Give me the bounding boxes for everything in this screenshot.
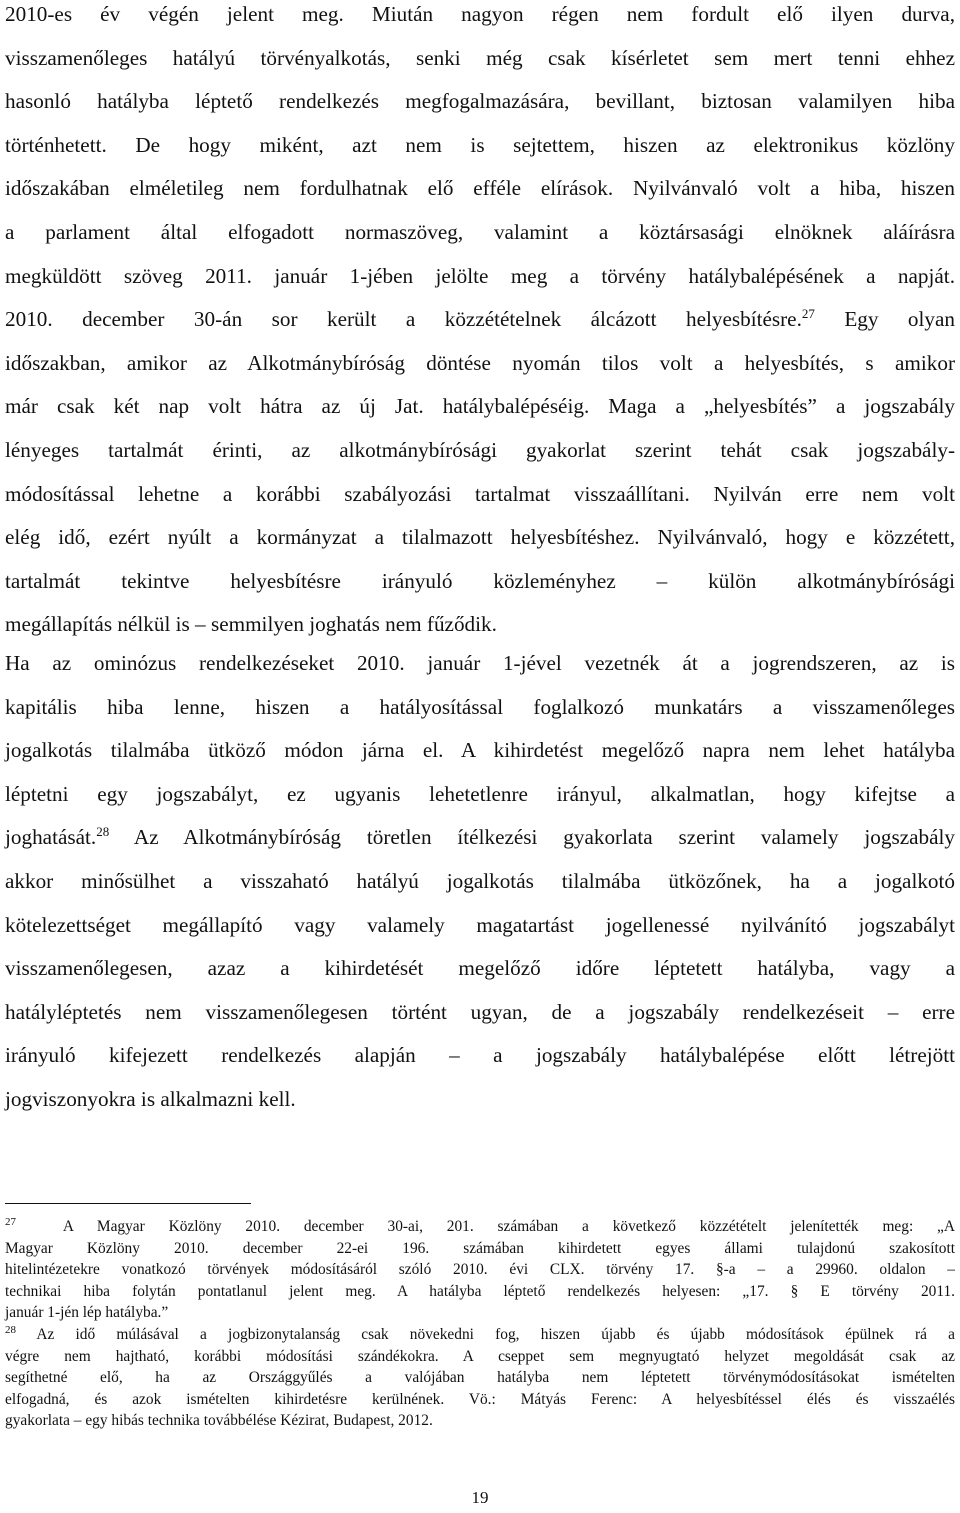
- paragraph-1: [5, 0, 955, 647]
- footnote-28-line: gyakorlata – egy hibás technika továbbélése Kézirat, Budapest, 2012.: [5, 1412, 433, 1430]
- text-line: hatályléptetés nem visszamenőlegesen történt ugyan, de a jogszabály rendelkezéseit – erre: [5, 999, 955, 1024]
- footnote-27-line: január 1-jén lép hatályba.”: [5, 1304, 169, 1322]
- footnote-ref-28[interactable]: 28: [96, 824, 110, 840]
- footnote-27-line: hitelintézetekre vonatkozó törvények módosításáról szóló 2010. évi CLX. törvény 17. §-a – a 29960. oldalon –: [5, 1261, 955, 1279]
- text-line: időszakában elméletileg nem fordulhatnak elő efféle elírások. Nyilvánvaló volt a hiba, hiszen: [5, 176, 955, 201]
- text-line: a parlament által elfogadott normaszöveg, valamint a köztársasági elnöknek aláírásra: [5, 219, 955, 244]
- text-line: történhetett. De hogy miként, azt nem is sejtettem, hiszen az elektronikus közlöny: [5, 132, 955, 157]
- page-number: 19: [471, 1488, 489, 1507]
- text-line: jogalkotás tilalmába ütköző módon járna el. A kihirdetést megelőző napra nem lehet hatályba: [5, 738, 955, 763]
- text-line: lényeges tartalmát érinti, az alkotmánybírósági gyakorlat szerint tehát csak jogszabály-: [5, 437, 955, 462]
- text-line: léptetni egy jogszabályt, ez ugyanis lehetetlenre irányul, alkalmatlan, hogy kifejtse a: [5, 781, 955, 806]
- text-segment: 2010. december 30-án sor került a közzétételnek álcázott helyesbítésre.: [5, 307, 802, 332]
- footnote-28-line: segíthetné elő, ha az Országgyűlés a valójában hatályba nem léptetett törvénymódosításokat ismételten: [5, 1369, 955, 1387]
- text-segment: Az Alkotmánybíróság töretlen ítélkezési gyakorlata szerint valamely jogszabály: [133, 825, 955, 850]
- footnote-28-line: végre nem hajtható, korábbi módosítási szándékokra. A cseppet sem megnyugtató helyzet megoldását csak az: [5, 1347, 955, 1365]
- text-line: visszamenőlegesen, azaz a kihirdetését megelőző időre léptetett hatályba, vagy a: [5, 956, 955, 981]
- text-segment: joghatását.: [5, 825, 97, 850]
- paragraph-2: [5, 642, 955, 1122]
- text-line: megküldött szöveg 2011. január 1-jében jelölte meg a törvény hatálybalépésének a napját.: [5, 263, 955, 288]
- footnote-28-line: elfogadná, és azok ismételten kihirdetésre kerülnének. Vö.: Mátyás Ferenc: A helyesbítéssel élés és visszaélés: [5, 1390, 955, 1408]
- footnote-27-line: technikai hiba folytán pontatlanul jelent meg. A hatályba léptető rendelkezés helyesen: „17. § E törvény 2011.: [5, 1282, 955, 1300]
- text-line: akkor minősülhet a visszaható hatályú jogalkotás tilalmába ütközőnek, ha a jogalkotó: [5, 868, 955, 893]
- text-line: Ha az ominózus rendelkezéseket 2010. január 1-jével vezetnék át a jogrendszeren, az is: [5, 651, 955, 675]
- footnote-28-mark: 28: [5, 1323, 16, 1336]
- text-line: tartalmát tekintve helyesbítésre irányuló közleményhez – külön alkotmánybírósági: [5, 568, 955, 593]
- footnote-ref-27[interactable]: 27: [801, 306, 815, 322]
- text-line: jogviszonyokra is alkalmazni kell.: [5, 1086, 296, 1111]
- footnote-28-line: [5, 1324, 955, 1346]
- text-line: 2010-es év végén jelent meg. Miután nagyon régen nem fordult elő ilyen durva,: [5, 2, 955, 26]
- footnote-text: A Magyar Közlöny 2010. december 30-ai, 201. számában a következő közzétételt jelenítették meg: „A: [62, 1218, 955, 1235]
- document-page: [5, 0, 955, 1513]
- text-line: módosítással lehetne a korábbi szabályozási tartalmat visszaállítani. Nyilván erre nem volt: [5, 481, 955, 506]
- text-line: irányuló kifejezett rendelkezés alapján – a jogszabály hatálybalépése előtt létrejött: [5, 1043, 955, 1068]
- footnote-27-line: Magyar Közlöny 2010. december 22-ei 196. számában kihirdetett egyes állami tulajdonú szakosított: [5, 1239, 955, 1257]
- text-line: hasonló hatályba léptető rendelkezés megfogalmazására, bevillant, biztosan valamilyen hiba: [5, 89, 955, 114]
- text-line: elég idő, ezért nyúlt a kormányzat a tilalmazott helyesbítéshez. Nyilvánvaló, hogy e közzétett,: [5, 525, 955, 550]
- text-line-with-footnote: [5, 816, 955, 860]
- text-line: kötelezettséget megállapító vagy valamely magatartást jogellenessé nyilvánító jogszabályt: [5, 912, 955, 937]
- footnote-27-line: [5, 1216, 955, 1238]
- footnotes: [5, 1216, 955, 1432]
- footnote-separator: [5, 1203, 251, 1204]
- text-line: időszakban, amikor az Alkotmánybíróság döntése nyomán tilos volt a helyesbítés, s amikor: [5, 350, 955, 375]
- text-line: kapitális hiba lenne, hiszen a hatályosítással foglalkozó munkatárs a visszamenőleges: [5, 694, 955, 719]
- text-line: már csak két nap volt hátra az új Jat. hatálybalépéséig. Maga a „helyesbítés” a jogszabály: [5, 394, 955, 419]
- text-line: megállapítás nélkül is – semmilyen joghatás nem fűződik.: [5, 612, 497, 637]
- text-segment: Egy olyan: [844, 307, 956, 332]
- footnote-text: Az idő múlásával a jogbizonytalanság csak növekedni fog, hiszen újabb és újabb módosítások épülnek rá a: [36, 1325, 956, 1343]
- text-line: visszamenőleges hatályú törvényalkotás, senki még csak kísérletet sem mert tenni ehhez: [5, 45, 955, 70]
- footnote-27-mark: 27: [5, 1215, 16, 1228]
- text-line-with-footnote: [5, 298, 955, 342]
